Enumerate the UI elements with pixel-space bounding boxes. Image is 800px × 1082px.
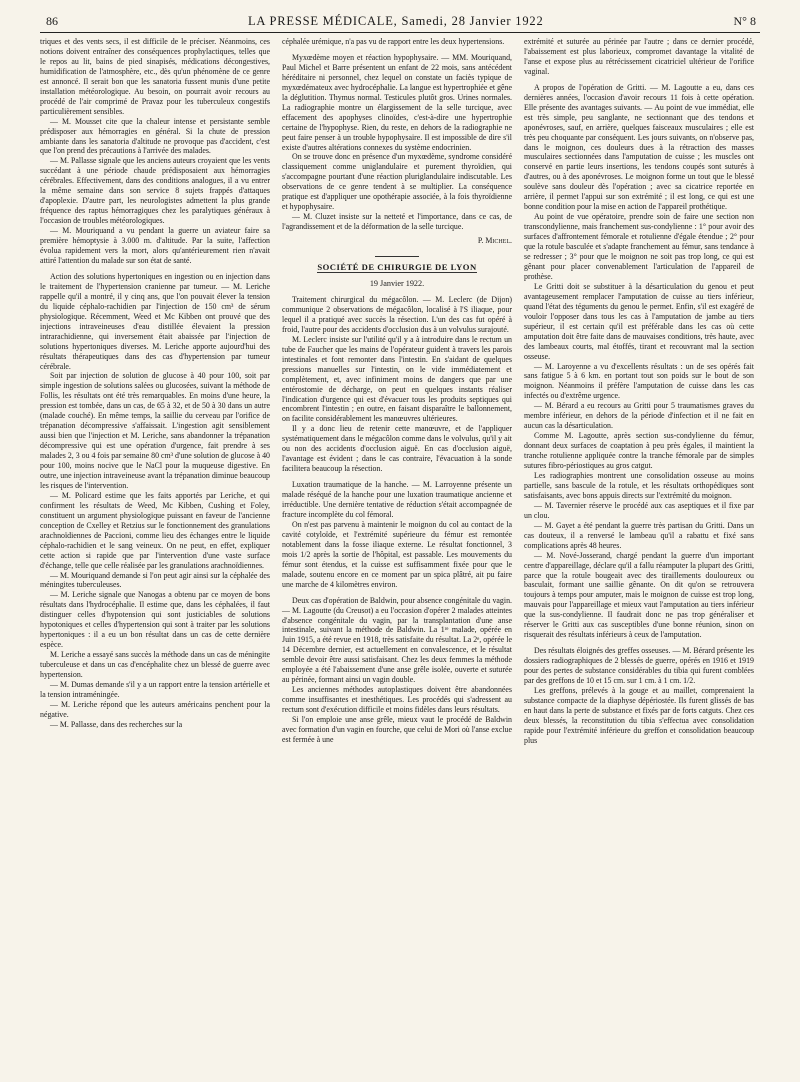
paragraph: — M. Dumas demande s'il y a un rapport entre la tension artérielle et la tension intraméningée. (40, 680, 270, 699)
page-header (40, 14, 760, 29)
header-rule (40, 32, 760, 33)
paragraph: extrémité et suturée au périnée par l'autre ; dans ce dernier procédé, l'abaissement est plus laborieux, compromet davantage la vitalité de l'anse et expose plus au rétrécissement cicatriciel ultérieur de l'orifice vaginal. (524, 37, 754, 76)
paragraph: Les anciennes méthodes autoplastiques doivent être abandonnées comme insuffisantes et inesthétiques. Les procédés qui s'adressent au rectum sont d'exécution difficile et moins fidèles dans leurs résultats. (282, 685, 512, 715)
paragraph: — M. Mouriquand a vu pendant la guerre un aviateur faire sa première hémoptysie à 3.000 m. d'altitude. Par la suite, l'affection évolua rapidement vers la mort, alors qu'antérieurement rien n'avait attiré l'attention du malade sur son état de santé. (40, 226, 270, 265)
paragraph: — M. Policard estime que les faits apportés par Leriche, et qui confirment les résultats de Weed, Mc Kibben, Cushing et Foley, constituent un argument physiologique puissant en faveur de l'ancienne conception de Cxelley et Retzius sur le fonctionnement des granulations arachnoïdiennes de Paccioni, comme lieu des échanges entre le liquide céphalo-rachidien et le sang veineux. On ne peut, en effet, expliquer cette action si rapide que par l'intervention d'une vaste surface d'échange, telle que celle réalisée par les granulations arachnoïdiennes. (40, 490, 270, 570)
paragraph: — M. Tavernier réserve le procédé aux cas aseptiques et il fixe par un clou. (524, 500, 754, 520)
page-number: 86 (46, 14, 58, 28)
paragraph: Il y a donc lieu de retenir cette manœuvre, et de l'appliquer systématiquement dans le mégacôlon comme dans le volvulus, qu'il y ait ou non des accidents d'occlusion aiguë. En cas d'occlusion aiguë, l'avantage est évident ; dans le cas contraire, l'évacuation à la sonde facilitera beaucoup la résection. (282, 424, 512, 474)
column-1 (40, 37, 270, 730)
paragraph: On se trouve donc en présence d'un myxœdème, syndrome considéré classiquement comme uniglandulaire et purement thyroïdien, qui s'accompagne pourtant d'une réaction pluriglandulaire indiscutable. Les observations de ce genre tendent à se multiplier. La conséquence pratique est d'appliquer une opothérapie associée, à la fois thyroïdienne et hypophysaire. (282, 152, 512, 212)
paragraph: — M. Nové-Josserand, chargé pendant la guerre d'un important centre d'appareillage, déclare qu'il a fallu réamputer la plupart des Gritti, parce que la rotule bougeait avec des tiraillements douloureux ou basculait, formant une saillie gênante. On dit qu'on se retrouvera toujours à temps pour amputer, mais le moignon de cuisse est trop long, mauvais pour l'appareillage et mieux vaut l'amputation au tiers inférieur que la sus-condylienne. Il faudrait donc ne pas trop généraliser et réserver le Gritti aux cas susceptibles d'une bonne réunion, sinon on risquerait des résultats inférieurs à ceux de l'amputation. (524, 550, 754, 640)
paragraph: — M. Mousset cite que la chaleur intense et persistante semble prédisposer aux hémorragies en général. Si la chute de pression ambiante dans les sanatoria d'altitude ne provoque pas d'accident, c'est que l'on prend des précautions à l'arrivée des malades. (40, 116, 270, 156)
column-2 (282, 37, 512, 745)
paragraph: — M. Mouriquand demande si l'on peut agir ainsi sur la céphalée des méningites tuberculeuses. (40, 570, 270, 590)
paragraph: Les radiographies montrent une consolidation osseuse au moins partielle, sans bascule de la rotule, et les résultats orthopédiques sont satisfaisants, avec bons appuis directs sur l'extrémité du moignon. (524, 470, 754, 500)
paragraph: Le Gritti doit se substituer à la désarticulation du genou et peut avantageusement remplacer l'amputation de cuisse au tiers inférieur, quand l'état des téguments du genou le permet. Enfin, s'il est exagéré de vouloir l'opposer dans tous les cas à l'amputation de jambe au tiers supérieur, il est certain qu'il est préférable dans les cas où cette amputation doit être faite dans de mauvaises conditions, très haute, avec des lambeaux courts, mal étoffés, tirant et recouvrant mal la section osseuse. (524, 281, 754, 361)
paragraph-heading: Action des solutions hypertoniques en ingestion ou en injection dans le traitement de l'hypertension cranienne par tumeur. — M. Leriche rappelle qu'il a montré, il y cinq ans, que l'on pouvait élever la tension du liquide céphalo-rachidien par l'injection de 150 cm³ de sérum physiologique. Récemment, Weed et Mc Kibben ont prouvé que des injections intraveineuses d'eau distillée élevaient la pression intrarachidienne, qui inversement était abaissée par l'injection de solutions hypertoniques diverses. M. Leriche apporte aujourd'hui des résultats thérapeutiques dans des cas d'hypertension par tumeur cérébrale. (40, 271, 270, 371)
journal-title: LA PRESSE MÉDICALE, Samedi, 28 Janvier 1922 (248, 14, 544, 28)
paragraph-heading: Luxation traumatique de la hanche. — M. Larroyenne présente un malade réséqué de la hanche pour une luxation traumatique ancienne et irréductible. Une dernière tentative de réduction s'était accompagnée de fracture incomplète du col fémoral. (282, 480, 512, 519)
paragraph-heading: Myxœdème moyen et réaction hypophysaire. — MM. Mouriquand, Paul Michel et Barre présentent un enfant de 22 mois, sans antécédent héréditaire ni personnel, chez lequel on constate un faciès typique de myxœdémateux avec hydrocéphalie. La langue est hypertrophiée et gêne la déglutition. Thymus normal. Testicules plutôt gros. Urines normales. La radiographie montre un élargissement de la selle turcique, avec effacement des apophyses clinoïdes, c'est-à-dire une hypertrophie certaine de l'hypophyse. Rien, du reste, en dehors de la radiographie ne peut faire penser à un trouble hypophysaire. Il est impossible de dire s'il existe d'autres altérations connexes du système endocrinien. (282, 52, 512, 152)
section-divider (375, 256, 419, 257)
paragraph: — M. Cluzet insiste sur la netteté et l'importance, dans ce cas, de l'agrandissement et de la déformation de la selle turcique. (282, 212, 512, 232)
author-signature: P. Michel. (477, 236, 512, 246)
paragraph: — M. Pallasse signale que les anciens auteurs croyaient que les vents succédant à une période chaude prédisposaient aux hémorragies cérébrales. Effectivement, dans des conditions analogues, il a vu entrer la même semaine dans son service 8 sujets frappés d'attaques d'apoplexie. D'autre part, les neurologistes admettent la plus grande fréquence des raptus hémorragiques chez les paralytiques généraux à l'occasion de troubles météorologiques. (40, 156, 270, 226)
paragraph: — M. Laroyenne a vu d'excellents résultats : un de ses opérés fait sans fatigue 5 à 6 km. en portant tout son poids sur le bout de son moignon. Néanmoins il préfère l'amputation de cuisse dans les cas infectés ou d'extrême urgence. (524, 361, 754, 401)
paragraph: M. Leriche a essayé sans succès la méthode dans un cas de méningite tuberculeuse et dans un cas d'encéphalite chez un blessé de guerre avec hypertension. (40, 650, 270, 680)
paragraph: — M. Gayet a été pendant la guerre très partisan du Gritti. Dans un cas douteux, il a renversé le lambeau qu'il a rabattu et fixé sans complications après 48 heures. (524, 520, 754, 550)
paragraph-heading: Des résultats éloignés des greffes osseuses. — M. Bérard présente les dossiers radiographiques de 2 blessés de guerre, opérés en 1916 et 1919 pour des pertes de substance considérables du tibia qui furent comblées par des greffons de 10 et 15 cm. sur 1 cm. à 1 cm. 1/2. (524, 646, 754, 686)
paragraph: Au point de vue opératoire, prendre soin de faire une section non transcondylienne, mais franchement sus-condylienne : 1° pour avoir des surfaces d'affrontement fémorale et rotulienne d'égale étendue ; 2° pour que la rotule basculée et s'adapte franchement au fémur, sans tendance à se redresser ; 3° pour que le moignon ne soit pas trop long, ce qui est gênant pour placer convenablement l'articulation de l'appareil de prothèse. (524, 212, 754, 281)
issue-number: N° 8 (733, 14, 756, 28)
paragraph: — M. Pallasse, dans des recherches sur la (50, 719, 183, 729)
paragraph: Les greffons, prélevés à la gouge et au maillet, comprenaient la substance compacte de la diaphyse dépériostée. Ils furent glissés de bas en haut dans la perte de substance et fixés par de forts catguts. Chez ces deux blessés, la reconstitution du tibia s'effectua avec consolidation rapide pour l'extrémité inférieure du greffon et consolidation beaucoup plus (524, 686, 754, 745)
paragraph: céphalée urémique, n'a pas vu de rapport entre les deux hypertensions. (282, 37, 505, 46)
section-title-text: SOCIÉTÉ DE CHIRURGIE DE LYON (317, 262, 477, 273)
paragraph: — M. Leriche signale que Nanogas a obtenu par ce moyen de bons résultats dans l'hydrocéphalie. Il estime que, dans les céphalées, il faut distinguer celles d'hypotension qui sont justiciables de solutions hypotoniques et celles d'hypertension qui sont à traiter par les solutions hypertoniques : il a eu un bon résultat dans un cas de cette dernière espèce. (40, 590, 270, 650)
section-title (282, 263, 512, 273)
paragraph: Comme M. Lagoutte, après section sus-condylienne du fémur, donnant deux surfaces de coaptation à peu près égales, il maintient la tranche rotulienne appliquée contre la tranche fémorale par de simples sutures fibro-périostiques au gros catgut. (524, 431, 754, 471)
paragraph-heading: A propos de l'opération de Gritti. — M. Lagoutte a eu, dans ces dernières années, l'occasion d'avoir recours 11 fois à cette opération. Elle présente des avantages suivants. — Au point de vue immédiat, elle est très simple, peu sanglante, ne sectionnant que des tendons et aponévroses, sauf, en arrière, quelques faisceaux musculaires ; elle est très peu choquante par conséquent. Les jours suivants, on n'observe pas, dans le moignon, ces douleurs dues à la rétraction des masses musculaires sectionnées dans l'amputation de cuisse ; les muscles ont conservé en partie leurs insertions, les tendons coupés sont suturés à d'autres, ou à des aponévroses. Le moignon forme un tout que le blessé soulève sans douleur dès l'opération ; avec sa cicatrice reportée en arrière, il permet l'appui sur son extrémité ; il est long, ce qui est une bonne condition pour la mise en action de l'appareil prothétique. (524, 82, 754, 212)
columns (40, 37, 760, 746)
paragraph: — M. Bérard a eu recours au Gritti pour 5 traumatismes graves du membre inférieur, en dehors de la période d'infection et il ne fait en aucun cas la désarticulation. (524, 401, 754, 431)
paragraph: — M. Leriche répond que les auteurs américains penchent pour la négative. (40, 699, 270, 719)
session-date: 19 Janvier 1922. (369, 279, 425, 289)
paragraph: M. Leclerc insiste sur l'utilité qu'il y a à introduire dans le rectum un tube de Faucher que les mains de l'opérateur guident à travers les parois intestinales et font remonter dans l'intestin. En s'aidant de quelques pressions manuelles sur l'intestin, on le vide immédiatement et complètement, et, avec infiniment moins de dangers que par une entérostomie de décharge, on peut en quelques instants réaliser l'indication d'urgence qui est d'évacuer tous les produits septiques qui encombrent l'intestin ; en outre, en faisant disparaître le ballonnement, on facilite considérablement les manœuvres ultérieures. (282, 334, 512, 424)
column-3 (524, 37, 754, 746)
paragraph: Soit par injection de solution de glucose à 40 pour 100, soit par simple ingestion de solutions salées ou glucosées, suivant la méthode de Follis, les résultats ont été très remarquables. En moins d'une heure, la pression est tombée, dans un cas, de 65 à 32, et de 50 à 30 dans un autre (malade couché). En même temps, la saillie du cerveau par l'orifice de trépanation décompressive s'affaissait. L'ingestion agit sensiblement aussi bien que l'injection et M. Leriche, sans abandonner la trépanation décompressive qui est une opération d'urgence, fait prendre à ses malades 2, 3 ou 4 fois par semaine 80 cm³ d'une solution de glucose à 40 pour 100, moins nocive que le NaCl pour la muqueuse digestive. En outre, une injection intraveineuse avant la trépanation diminue beaucoup les risques de l'intervention. (40, 371, 270, 490)
paragraph-heading: Deux cas d'opération de Baldwin, pour absence congénitale du vagin. — M. Lagoutte (du Creusot) a eu l'occasion d'opérer 2 malades atteintes d'absence congénitale du vagin, par la transplantation d'une anse intestinale, suivant la méthode de Baldwin. La 1ʳᵉ malade, opérée en Juin 1915, a été revue en 1918, très satisfaite du résultat. La 2ᵉ, opérée le 14 Décembre dernier, est actuellement en convalescence, et le résultat semble devoir être aussi satisfaisant. Chez les deux femmes la méthode employée a été l'abaissement d'une anse grêle isolée, ouverte et suturée au périnée, formant ainsi un vagin double. (282, 595, 512, 685)
paragraph: Si l'on emploie une anse grêle, mieux vaut le procédé de Baldwin avec formation d'un vagin en fourche, que celui de Mori où l'anse exclue est fermée à une (282, 715, 512, 744)
paragraph: On n'est pas parvenu à maintenir le moignon du col au contact de la cavité cotyloïde, et l'extrémité supérieure du fémur est remontée notablement dans la fosse iliaque externe. Le résultat fonctionnel, 3 mois 1/2 après la sortie de l'hôpital, est passable. Les mouvements du fémur sont étendus, et la cuisse est suffisamment fixée pour que le malade, soutenu encore en ce moment par un spica plâtré, ait pu faire une marche de 4 kilomètres environ. (282, 519, 512, 589)
paragraph-heading: Traitement chirurgical du mégacôlon. — M. Leclerc (de Dijon) communique 2 observations de mégacôlon, localisé à l'S iliaque, pour lequel il a pratiqué avec succès la résection. L'un des cas fut opéré à froid, l'autre pour des accidents d'occlusion dus à un volvulus surajouté. (282, 294, 512, 334)
paragraph: triques et des vents secs, il est difficile de le préciser. Néanmoins, ces notions doivent entraîner des conséquences prophylactiques, telles que le repos au lit, bains de pied sinapisés, médications décongestives, humidification de l'atmosphère, etc., dès qu'un phénomène de ce genre est annoncé. Il serait bon que les sanatoria fussent munis d'une petite installation météorologique. Au besoin, on pourrait avoir recours au procédé de l'air comprimé de Pravaz pour les tuberculeux congestifs particulièrement sensibles. (40, 37, 270, 116)
